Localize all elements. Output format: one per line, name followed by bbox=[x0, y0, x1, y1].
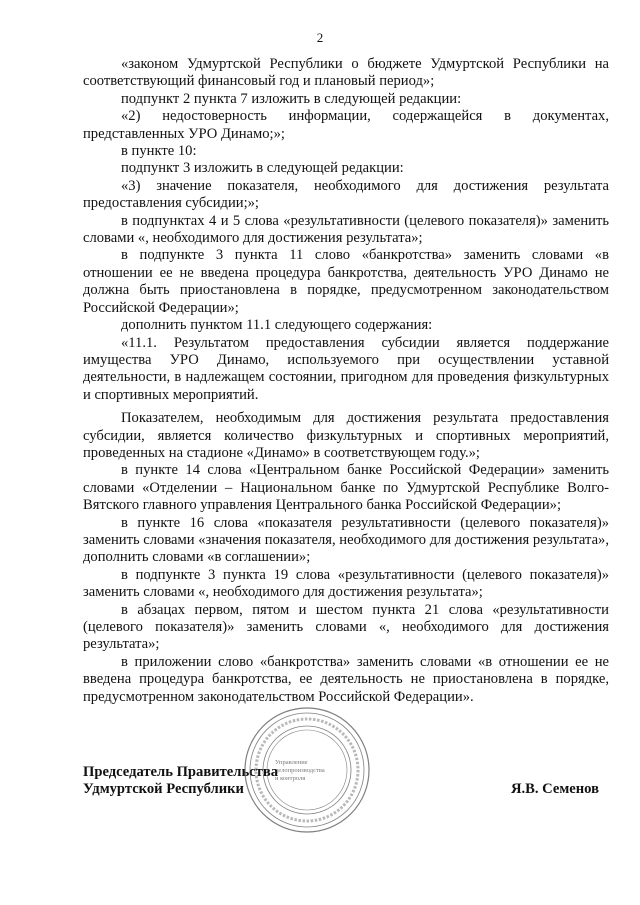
paragraph: Показателем, необходимым для достижения результата предоставления субсидии, является количество физкультурных и спортивных мероприятий, проведенных на стадионе «Динамо» в соответствующем году.»; bbox=[83, 410, 609, 461]
paragraph: в подпункте 3 пункта 11 слово «банкротства» заменить словами «в отношении ее не введена процедура банкротства, деятельность УРО Динамо не должна быть приостановлена в порядке, предусмотренном законодательством Российской Федерации»; bbox=[83, 247, 609, 316]
paragraph: в подпунктах 4 и 5 слова «результативности (целевого показателя)» заменить словами «, необходимого для достижения результата»; bbox=[83, 212, 609, 247]
stamp-inner-text: Управление bbox=[275, 759, 308, 766]
official-stamp-seal bbox=[243, 706, 371, 834]
stamp-inner-text: и контроля bbox=[275, 775, 306, 782]
paragraph: «3) значение показателя, необходимого для достижения результата предоставления субсидии;»; bbox=[83, 177, 609, 212]
page-number: 2 bbox=[316, 30, 324, 45]
paragraph: «11.1. Результатом предоставления субсидии является поддержание имущества УРО Динамо, используемого при осуществлении уставной деятельности, в надлежащем состоянии, пригодном для проведения физкультурных и спортивных мероприятий. bbox=[83, 334, 609, 403]
paragraph: подпункт 3 изложить в следующей редакции: bbox=[121, 160, 404, 177]
signatory-title-line: Председатель Правительства bbox=[83, 764, 279, 780]
paragraph: в пункте 14 слова «Центральном банке Российской Федерации» заменить словами «Отделении – Национальном банке по Удмуртской Республике Волго-Вятского главного управления Центрального банка Российской Федерации»; bbox=[83, 462, 609, 514]
paragraph: подпункт 2 пункта 7 изложить в следующей редакции: bbox=[121, 90, 462, 107]
paragraph: дополнить пунктом 11.1 следующего содержания: bbox=[121, 317, 433, 334]
paragraph: в пункте 16 слова «показателя результативности (целевого показателя)» заменить словами «значения показателя, необходимого для достижения результата», дополнить словами «в соглашении»; bbox=[83, 514, 609, 566]
signatory-name: Я.В. Семенов bbox=[510, 781, 599, 797]
paragraph: в пункте 10: bbox=[121, 143, 197, 160]
paragraph: в подпункте 3 пункта 19 слова «результативности (целевого показателя)» заменить словами «, необходимого для достижения результата»; bbox=[83, 566, 609, 601]
paragraph: в абзацах первом, пятом и шестом пункта 21 слова «результативности (целевого показателя)» заменить словами «, необходимого для достижения результата»; bbox=[83, 601, 609, 653]
paragraph: «2) недостоверность информации, содержащейся в документах, представленных УРО Динамо;»; bbox=[83, 108, 609, 142]
paragraph: в приложении слово «банкротства» заменить словами «в отношении ее не введена процедура банкротства, ее деятельность не приостановлена в порядке, предусмотренном законодательством Российской Федерации». bbox=[83, 653, 609, 705]
signatory-title-line: Удмуртской Республики bbox=[83, 781, 244, 798]
paragraph: «законом Удмуртской Республики о бюджете Удмуртской Республики на соответствующий финансовый год и плановый период»; bbox=[83, 56, 609, 90]
document-body bbox=[83, 56, 609, 706]
stamp-inner-text: делопроизводства bbox=[275, 767, 325, 774]
